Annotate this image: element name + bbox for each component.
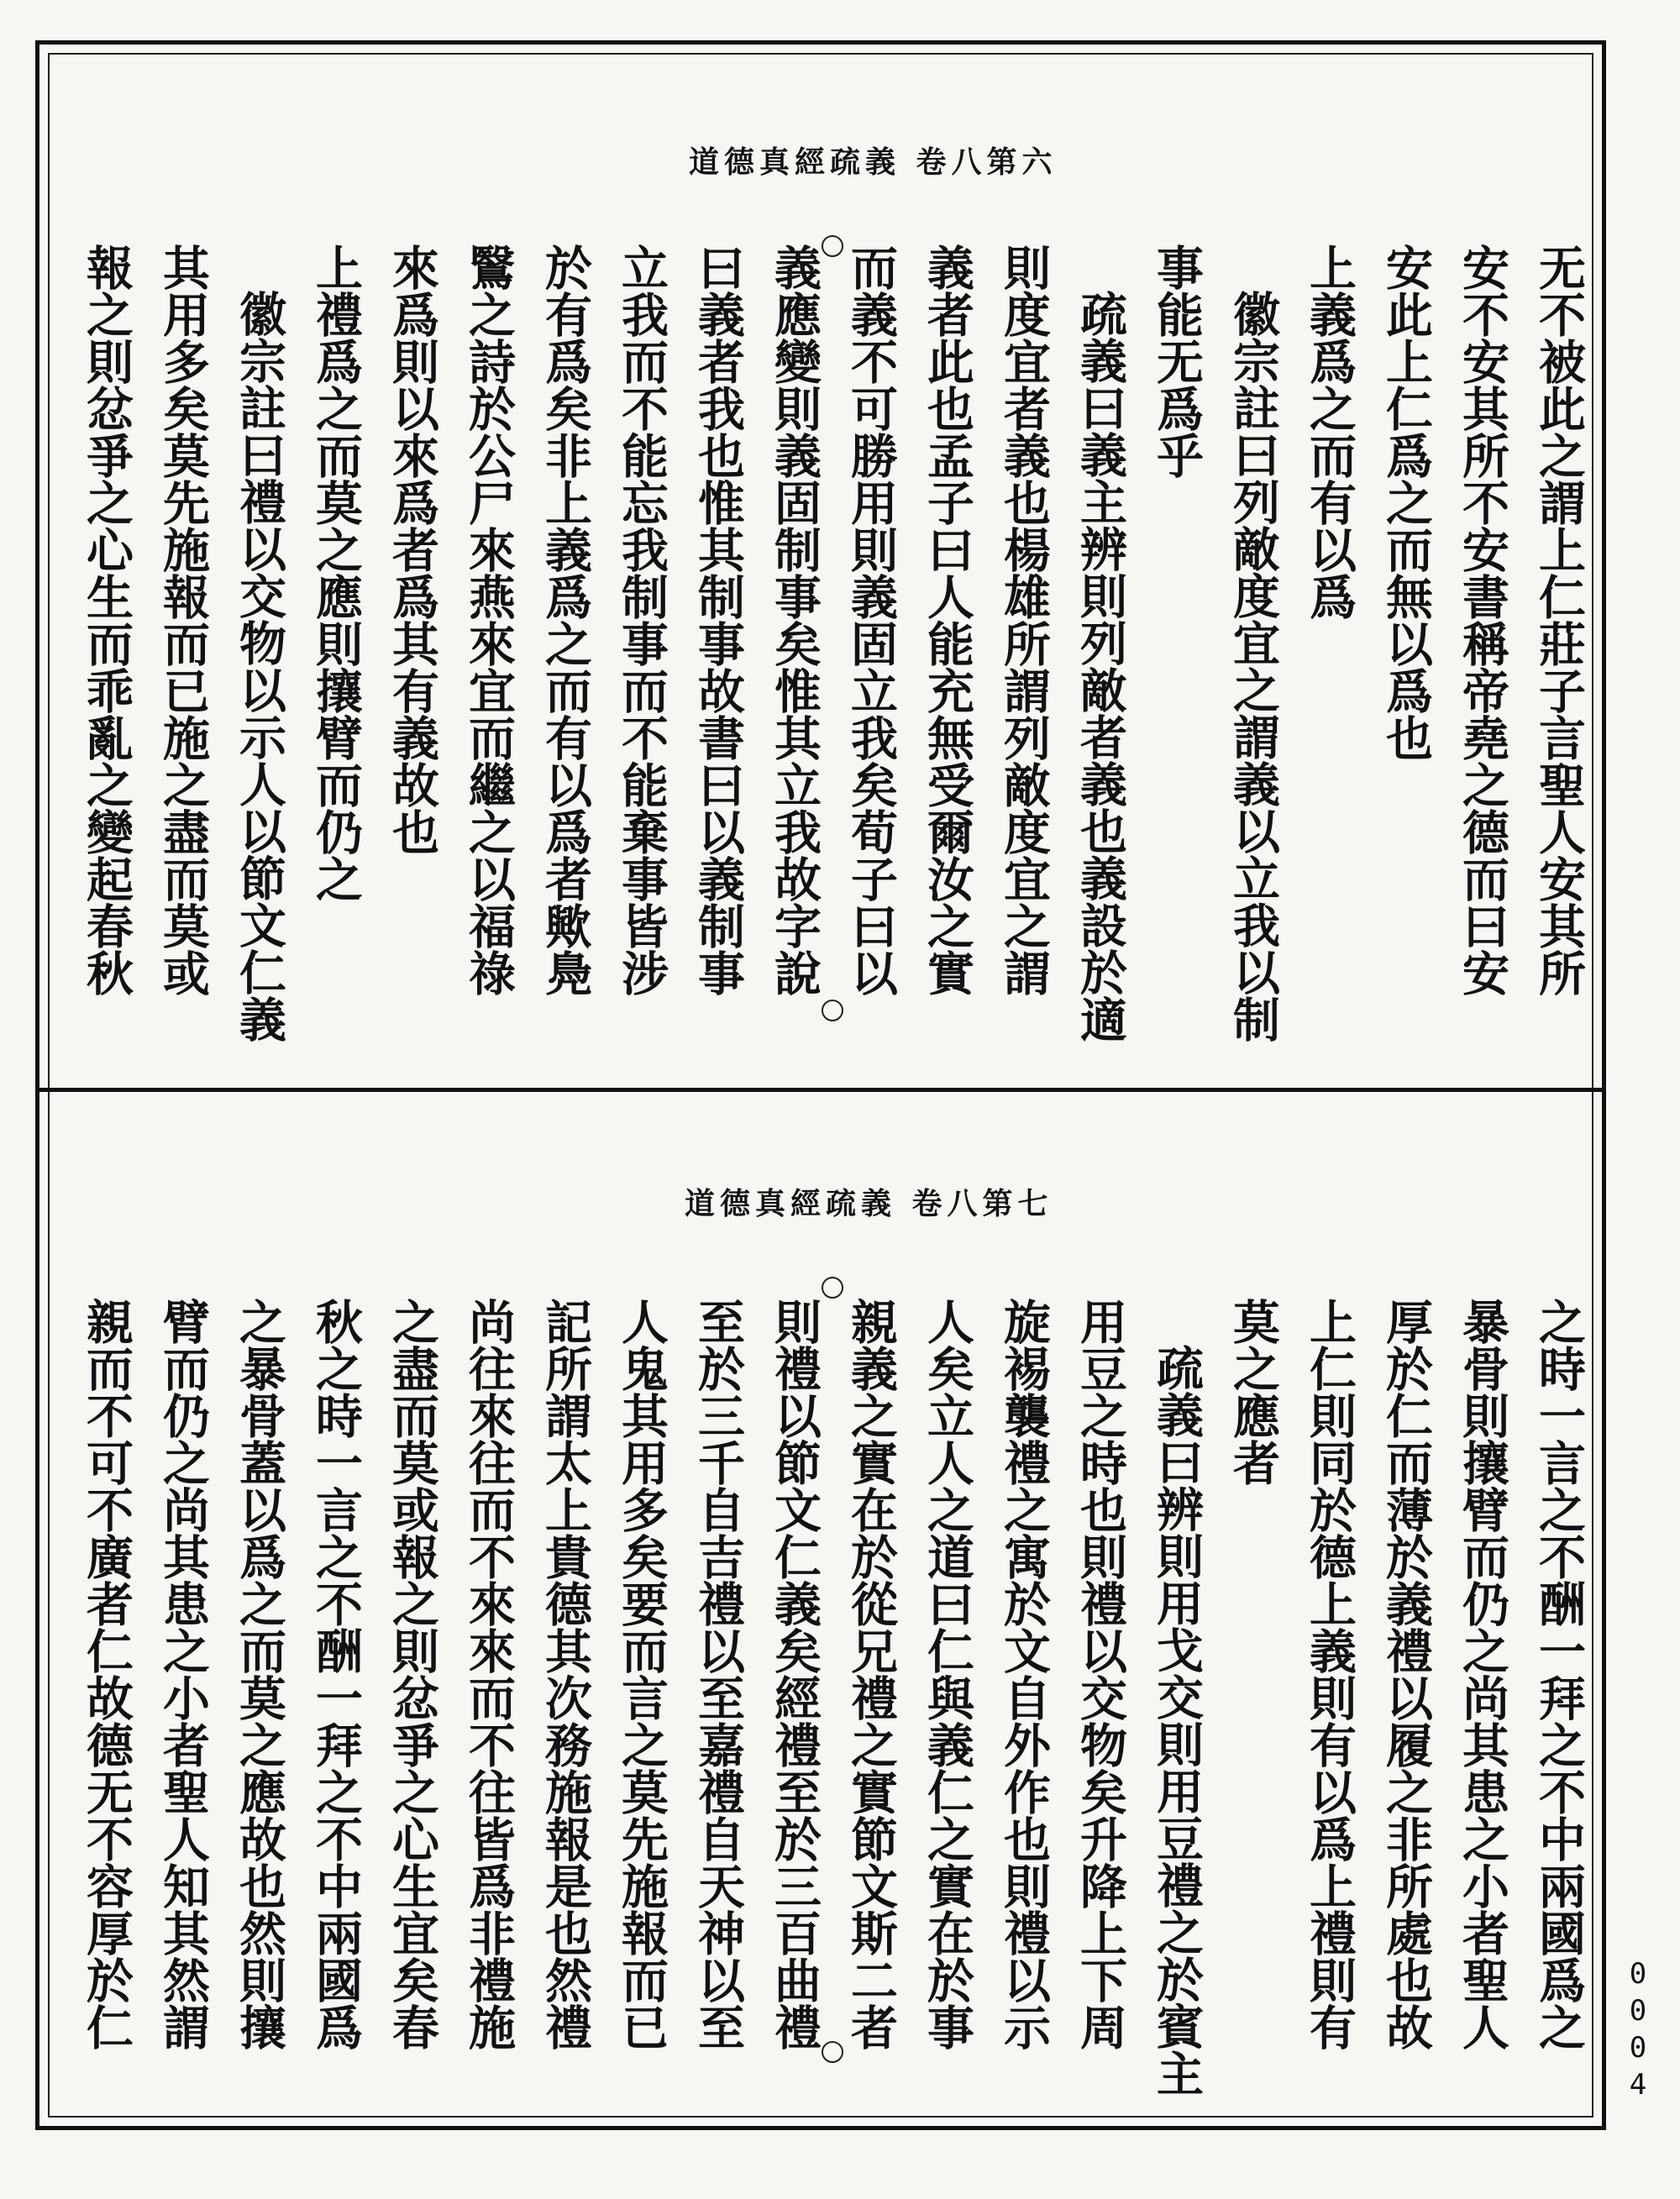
text-column: 報之則忿爭之心生而乖亂之變起春秋 <box>79 244 134 996</box>
text-column: 曰義者我也惟其制事故書曰以義制事 <box>690 244 746 996</box>
circle-mark-bottom-1 <box>822 1277 843 1299</box>
text-column: 至於三千自吉禮以至嘉禮自天神以至 <box>690 1298 746 2050</box>
text-column: 親而不可不廣者仁故德无不容厚於仁 <box>79 1298 134 2050</box>
text-column: 徽宗註曰列敵度宜之謂義以立我以制 <box>1226 290 1281 1042</box>
panel-divider <box>35 1088 1606 1092</box>
bottom-panel-header: 道德真經疏義 卷八第七 <box>685 1186 1053 1221</box>
text-column: 秋之時一言之不酬一拜之不中兩國爲 <box>308 1298 364 2050</box>
text-column: 鷖之詩於公尸來燕來宜而繼之以福祿 <box>461 244 517 996</box>
text-column: 之時一言之不酬一拜之不中兩國爲之 <box>1531 1298 1587 2050</box>
text-column: 无不被此之謂上仁莊子言聖人安其所 <box>1531 244 1587 996</box>
text-column: 上義爲之而有以爲 <box>1302 244 1357 620</box>
text-column: 親義之實在於從兄禮之實節文斯二者 <box>843 1298 899 2050</box>
text-column: 莫之應者 <box>1226 1298 1281 1486</box>
page-number: 0004 <box>1621 1957 1655 2105</box>
text-column: 來爲則以來爲者爲其有義故也 <box>385 244 440 855</box>
text-column: 安此上仁爲之而無以爲也 <box>1378 244 1434 761</box>
text-column: 上仁則同於德上義則有以爲上禮則有 <box>1302 1298 1357 2050</box>
text-column: 上禮爲之而莫之應則攘臂而仍之 <box>308 244 364 902</box>
top-text-columns <box>67 244 1596 1084</box>
text-column: 尚往來往而不來來而不往皆爲非禮施 <box>461 1298 517 2050</box>
text-column: 疏義曰辨則用戈交則用豆禮之於賓主 <box>1149 1344 1205 2097</box>
text-column: 義應變則義固制事矣惟其立我故字說 <box>767 244 822 996</box>
text-column: 之盡而莫或報之則忿爭之心生宜矣春 <box>385 1298 440 2050</box>
text-column: 厚於仁而薄於義禮以履之非所處也故 <box>1378 1298 1434 2050</box>
text-column: 人矣立人之道曰仁與義仁之實在於事 <box>920 1298 975 2050</box>
text-column: 用豆之時也則禮以交物矣升降上下周 <box>1073 1298 1128 2050</box>
text-column: 暴骨則攘臂而仍之尚其患之小者聖人 <box>1455 1298 1510 2050</box>
text-column: 於有爲矣非上義爲之而有以爲者歟鳧 <box>538 244 593 996</box>
text-column: 則禮以節文仁義矣經禮至於三百曲禮 <box>767 1298 822 2050</box>
text-column: 安不安其所不安書稱帝堯之德而曰安 <box>1455 244 1510 996</box>
text-column: 之暴骨蓋以爲之而莫之應故也然則攘 <box>232 1298 287 2050</box>
text-column: 義者此也孟子曰人能充無受爾汝之實 <box>920 244 975 996</box>
text-column: 立我而不能忘我制事而不能棄事皆涉 <box>614 244 669 996</box>
text-column: 記所謂太上貴德其次務施報是也然禮 <box>538 1298 593 2050</box>
text-column: 徽宗註曰禮以交物以示人以節文仁義 <box>232 290 287 1042</box>
text-column: 則度宜者義也楊雄所謂列敵度宜之謂 <box>996 244 1052 996</box>
bottom-text-columns <box>67 1298 1596 2138</box>
text-column: 旋裼襲禮之寓於文自外作也則禮以示 <box>996 1298 1052 2050</box>
text-column: 其用多矣莫先施報而已施之盡而莫或 <box>155 244 211 996</box>
bottom-panel <box>67 1186 1596 2100</box>
text-column: 而義不可勝用則義固立我矣荀子曰以 <box>843 244 899 996</box>
text-column: 疏義曰義主辨則列敵者義也義設於適 <box>1073 290 1128 1042</box>
text-column: 人鬼其用多矣要而言之莫先施報而已 <box>614 1298 669 2050</box>
text-column: 臂而仍之尚其患之小者聖人知其然謂 <box>155 1298 211 2050</box>
text-column: 事能无爲乎 <box>1149 244 1205 479</box>
top-panel <box>67 144 1596 1067</box>
top-panel-header: 道德真經疏義 卷八第六 <box>689 144 1058 180</box>
